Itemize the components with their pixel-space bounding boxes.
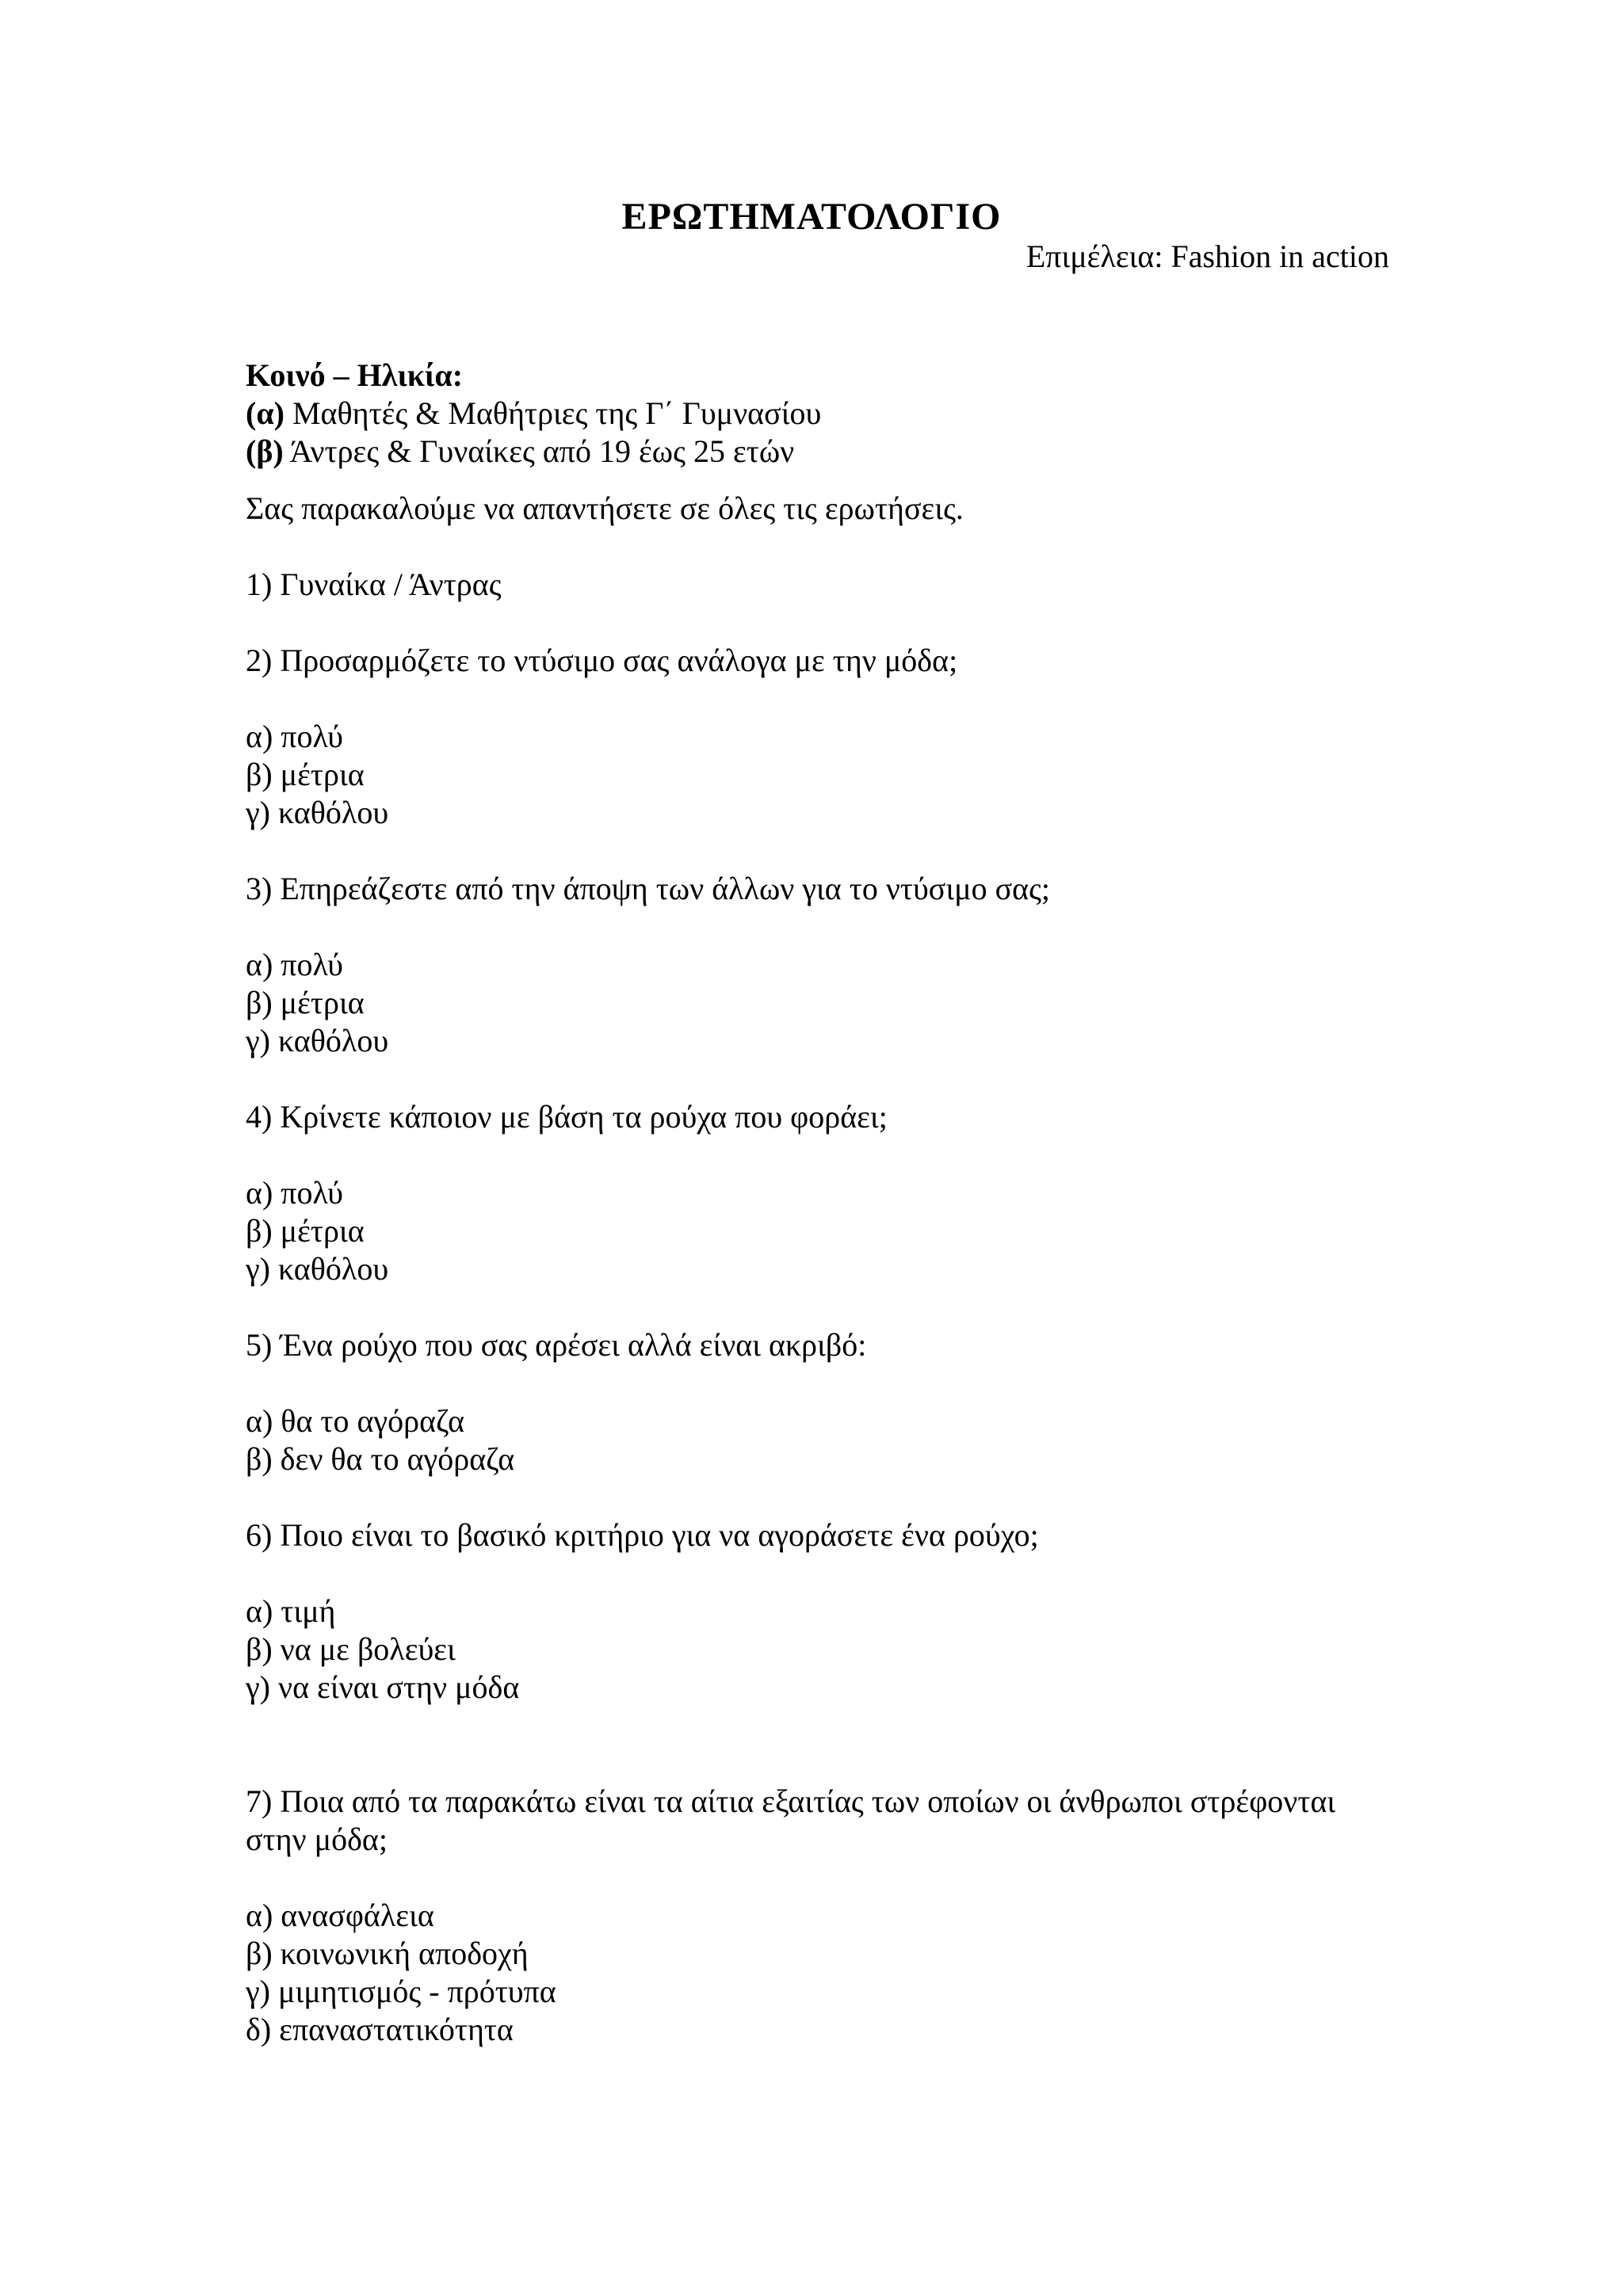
audience-text-b: Άντρες & Γυναίκες από 19 έως 25 ετών [283, 433, 795, 469]
answer-option: α) τιμή [246, 1593, 336, 1629]
answer-option: α) ανασφάλεια [246, 1897, 434, 1933]
answer-option: γ) καθόλου [246, 1251, 389, 1287]
audience-group-b [246, 433, 1403, 471]
audience-section [246, 357, 1403, 471]
audience-marker-b: (β) [246, 433, 284, 469]
audience-marker-a: (α) [246, 395, 285, 431]
audience-text-a: Μαθητές & Μαθήτριες της Γ΄ Γυμνασίου [284, 395, 822, 431]
answer-option: α) πολύ [246, 719, 343, 754]
answer-option: γ) καθόλου [246, 795, 389, 830]
curator-credit: Επιμέλεια: Fashion in action [1025, 238, 1389, 274]
answer-option: β) μέτρια [246, 1213, 365, 1249]
audience-heading: Κοινό – Ηλικία: [246, 357, 464, 393]
answer-option: β) δεν θα το αγόραζα [246, 1441, 515, 1477]
question-5: 5) Ένα ρούχο που σας αρέσει αλλά είναι ακριβό: [246, 1327, 867, 1363]
question-4-options [246, 1174, 1403, 1288]
answer-option: β) μέτρια [246, 757, 365, 792]
question-6-options [246, 1592, 1403, 1707]
question-6: 6) Ποιο είναι το βασικό κριτήριο για να αγοράσετε ένα ρούχο; [246, 1517, 1039, 1553]
question-5-options [246, 1402, 1403, 1478]
answer-option: α) θα το αγόραζα [246, 1403, 465, 1439]
instruction-text: Σας παρακαλούμε να απαντήσετε σε όλες τις ερωτήσεις. [246, 490, 964, 526]
audience-group-a [246, 395, 1403, 433]
answer-option: β) κοινωνική αποδοχή [246, 1936, 529, 1971]
answer-option: α) πολύ [246, 1175, 343, 1211]
question-7-options [246, 1897, 1403, 2049]
document-title: ΕΡΩΤΗΜΑΤΟΛΟΓΙΟ [621, 196, 1002, 238]
question-2-options [246, 718, 1403, 832]
question-7: 7) Ποια από τα παρακάτω είναι τα αίτια εξαιτίας των οποίων οι άνθρωποι στρέφονται στην μόδα; [246, 1783, 1336, 1857]
answer-option: β) να με βολεύει [246, 1631, 456, 1667]
answer-option: γ) να είναι στην μόδα [246, 1669, 520, 1705]
questionnaire-body [246, 357, 1403, 2049]
question-4: 4) Κρίνετε κάποιον με βάση τα ρούχα που φοράει; [246, 1099, 888, 1135]
question-3: 3) Επηρεάζεστε από την άποψη των άλλων για το ντύσιμο σας; [246, 871, 1051, 906]
question-3-options [246, 946, 1403, 1060]
question-2: 2) Προσαρμόζετε το ντύσιμο σας ανάλογα με την μόδα; [246, 643, 958, 678]
answer-option: γ) καθόλου [246, 1023, 389, 1058]
answer-option: δ) επαναστατικότητα [246, 2012, 514, 2047]
answer-option: α) πολύ [246, 947, 343, 982]
answer-option: γ) μιμητισμός - πρότυπα [246, 1974, 556, 2009]
answer-option: β) μέτρια [246, 985, 365, 1020]
question-1: 1) Γυναίκα / Άντρας [246, 566, 502, 602]
